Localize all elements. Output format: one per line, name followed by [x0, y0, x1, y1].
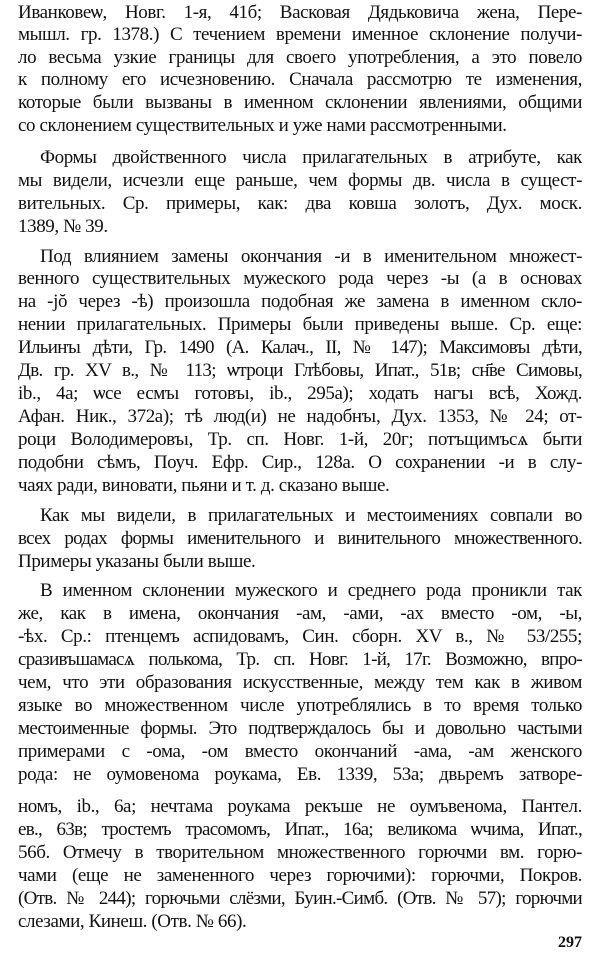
text-line: Формы двойственного числа прилагательных в атрибуте, как	[40, 147, 582, 168]
text-line: (Отв. № 244); горючьми слёзми, Буин.-Симб. (Отв. № 57); горючми	[18, 888, 582, 909]
text-line: языке во множественном числе употреблялись в то время только	[18, 695, 582, 716]
text-line: которые были вызваны в именном склонении явлениями, общими	[18, 92, 582, 113]
text-line: венного существительных мужеского рода через -ы (а в основах	[18, 268, 582, 289]
text-line: чаях ради, виновати, пьяни и т. д. сказано выше.	[18, 475, 390, 496]
text-line: чем, что эти образования искусственные, между тем как в живом	[18, 672, 582, 693]
text-line: 56б. Отмечу в творительном множественного горючми вм. горю-	[18, 842, 582, 863]
text-line: Афан. Ник., 372a); тѣ люд(и) не надобнъı, Дух. 1353, № 24; от-	[18, 406, 582, 427]
page-number: 297	[558, 934, 582, 951]
text-line: подобни сѣмъ, Поуч. Ефр. Сир., 128a. О сохранении -и в слу-	[18, 452, 582, 473]
text-line: Дв. гр. XV в., № 113; ѡтроци Глѣбовы, Ипат., 51в; сн҃ве Симовы,	[18, 360, 582, 381]
text-line: Ильинъı дѣти, Гр. 1490 (А. Калач., II, № 147); Максимовъı дѣти,	[18, 337, 582, 358]
text-line: сразивъшамасѧ полькома, Тр. сп. Новг. 1-й, 17г. Возможно, впро-	[18, 649, 582, 670]
text-line: роци Володимеровъı, Тр. сп. Новг. 1-й, 20г; потъщимъсѧ быти	[18, 429, 582, 450]
text-line: со склонением существительных и уже нами рассмотренными.	[18, 115, 507, 136]
text-line: ев., 63в; тростемъ трасомомъ, Ипат., 16a; великома ѡчима, Ипат.,	[18, 819, 582, 840]
text-line: Примеры указаны были выше.	[18, 551, 256, 572]
text-line: Как мы видели, в прилагательных и местоимениях совпали во	[40, 505, 582, 526]
text-line: мышл. гр. 1378.) С течением времени именное склонение получи-	[18, 24, 582, 45]
text-line: чами (еще не замененного через горючими): горючми, Покров.	[18, 865, 582, 886]
text-line: на -jŏ через -ѣ) произошла подобная же замена в именном скло-	[18, 291, 582, 312]
text-line: примерами с -ома, -ом вместо окончаний -ама, -ам женского	[18, 741, 582, 762]
text-line: местоименные формы. Это подтверждалось бы и довольно частыми	[18, 718, 582, 739]
text-line: всех родах формы именительного и винительного множественного.	[18, 528, 582, 549]
text-line: Иванковеѡ, Новг. 1-я, 41б; Васковая Дядьковича жена, Пере-	[18, 2, 582, 23]
text-line: номъ, ib., 6a; нечтама роукама рекъше не оумъвенома, Пантел.	[18, 796, 582, 817]
text-line: Под влиянием замены окончания -и в именительном множест-	[40, 246, 582, 267]
text-line: ло весьма узкие границы для своего употребления, а это повело	[18, 47, 582, 68]
text-line: В именном склонении мужеского и среднего рода проникли так	[40, 580, 582, 601]
text-line: -ѣх. Ср.: птенцемъ аспидовамъ, Син. сборн. XV в., № 53/255;	[18, 626, 582, 647]
text-line: слезами, Кинеш. (Отв. № 66).	[18, 911, 247, 932]
text-line: рода: не оумовеномa роукама, Ев. 1339, 53a; двьремъ затворе-	[18, 764, 582, 785]
text-line: к полному его исчезновению. Сначала рассмотрю те изменения,	[18, 69, 582, 90]
text-line: же, как в имена, окончания -ам, -ами, -ах вместо -ом, -ы,	[18, 603, 582, 624]
text-line: нении прилагательных. Примеры были приведены выше. Ср. еще:	[18, 314, 582, 335]
text-line: ib., 4a; ѡсе есмъı готовъı, ib., 295a); ходать нагъı всѣ, Хожд.	[18, 383, 582, 404]
text-line: 1389, № 39.	[18, 216, 108, 237]
text-line: вительных. Ср. примеры, как: два ковша золотъ, Дух. моск.	[18, 193, 582, 214]
text-line: мы видели, исчезли еще раньше, чем формы дв. числа в сущест-	[18, 170, 582, 191]
